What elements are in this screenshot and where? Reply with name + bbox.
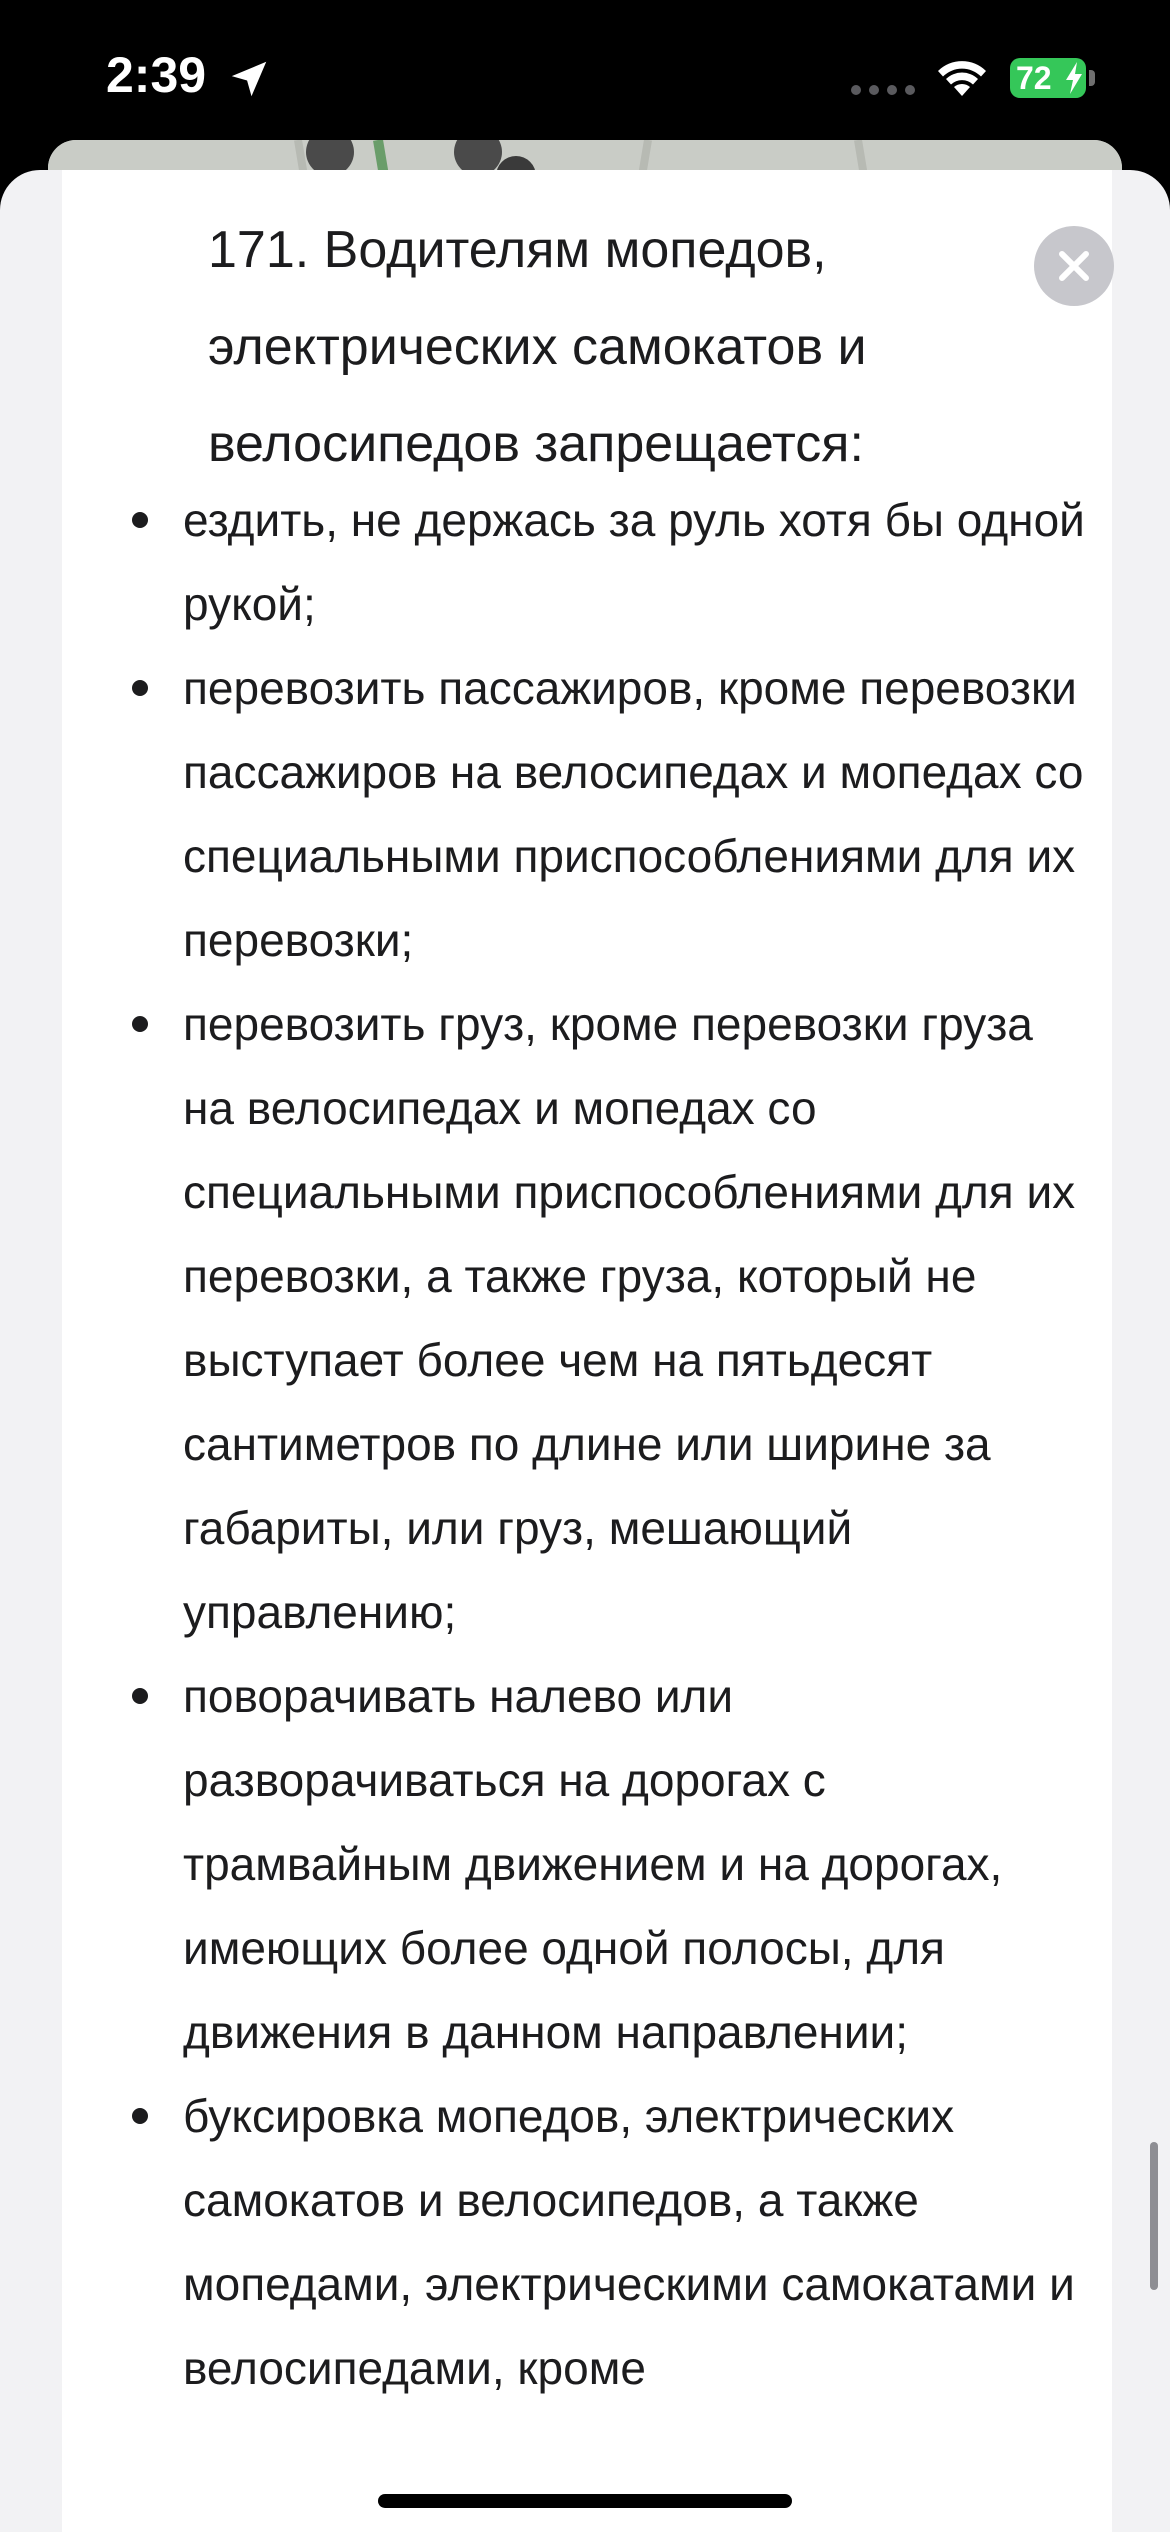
bullet-icon: [132, 512, 148, 528]
bullet-icon: [132, 2108, 148, 2124]
list-item-text: буксировка мопедов, электрических самокатов и велосипедов, а также мопедами, электрическими самокатами и велосипедами, кроме: [183, 2090, 1075, 2394]
list-item: [0, 1654, 1090, 2074]
status-bar: [0, 0, 1170, 150]
location-arrow-icon: [226, 56, 272, 102]
scrollbar[interactable]: [1150, 2142, 1158, 2290]
bullet-icon: [132, 1688, 148, 1704]
bullet-icon: [132, 680, 148, 696]
close-button[interactable]: [1034, 226, 1114, 306]
list-item-text: перевозить груз, кроме перевозки груза на велосипедах и мопедах со специальными приспособлениями для их перевозки, а также груза, который не выступает более чем на пятьдесят сантиметров по длине или ширине за габариты, или груз, мешающий управлению;: [183, 998, 1076, 1638]
cellular-signal-icon: [850, 84, 920, 96]
list-item: [0, 478, 1090, 646]
list-item-text: ездить, не держась за руль хотя бы одной рукой;: [183, 494, 1085, 630]
article-heading: 171. Водителям мопедов, электрических самокатов и велосипедов запрещается:: [208, 221, 867, 473]
wifi-icon: [934, 56, 990, 100]
list-item: [0, 982, 1090, 1654]
list-item: [0, 2074, 1090, 2410]
list-item-text: поворачивать налево или разворачиваться на дорогах с трамвайным движением и на дорогах, имеющих более одной полосы, для движения в данном направлении;: [183, 1670, 1003, 2058]
list-item: [0, 646, 1090, 982]
rules-list: [0, 478, 1170, 2410]
status-time: 2:39: [106, 47, 207, 103]
info-sheet: [0, 170, 1170, 2532]
bullet-icon: [132, 1016, 148, 1032]
battery-level: 72: [1016, 60, 1052, 96]
home-indicator[interactable]: [378, 2494, 792, 2508]
battery-indicator: [1010, 58, 1086, 98]
battery-nub: [1089, 70, 1095, 86]
charging-bolt-icon: [1065, 62, 1083, 94]
list-item-text: перевозить пассажиров, кроме перевозки пассажиров на велосипедах и мопедах со специальными приспособлениями для их перевозки;: [183, 662, 1084, 966]
close-icon: [1054, 246, 1094, 286]
